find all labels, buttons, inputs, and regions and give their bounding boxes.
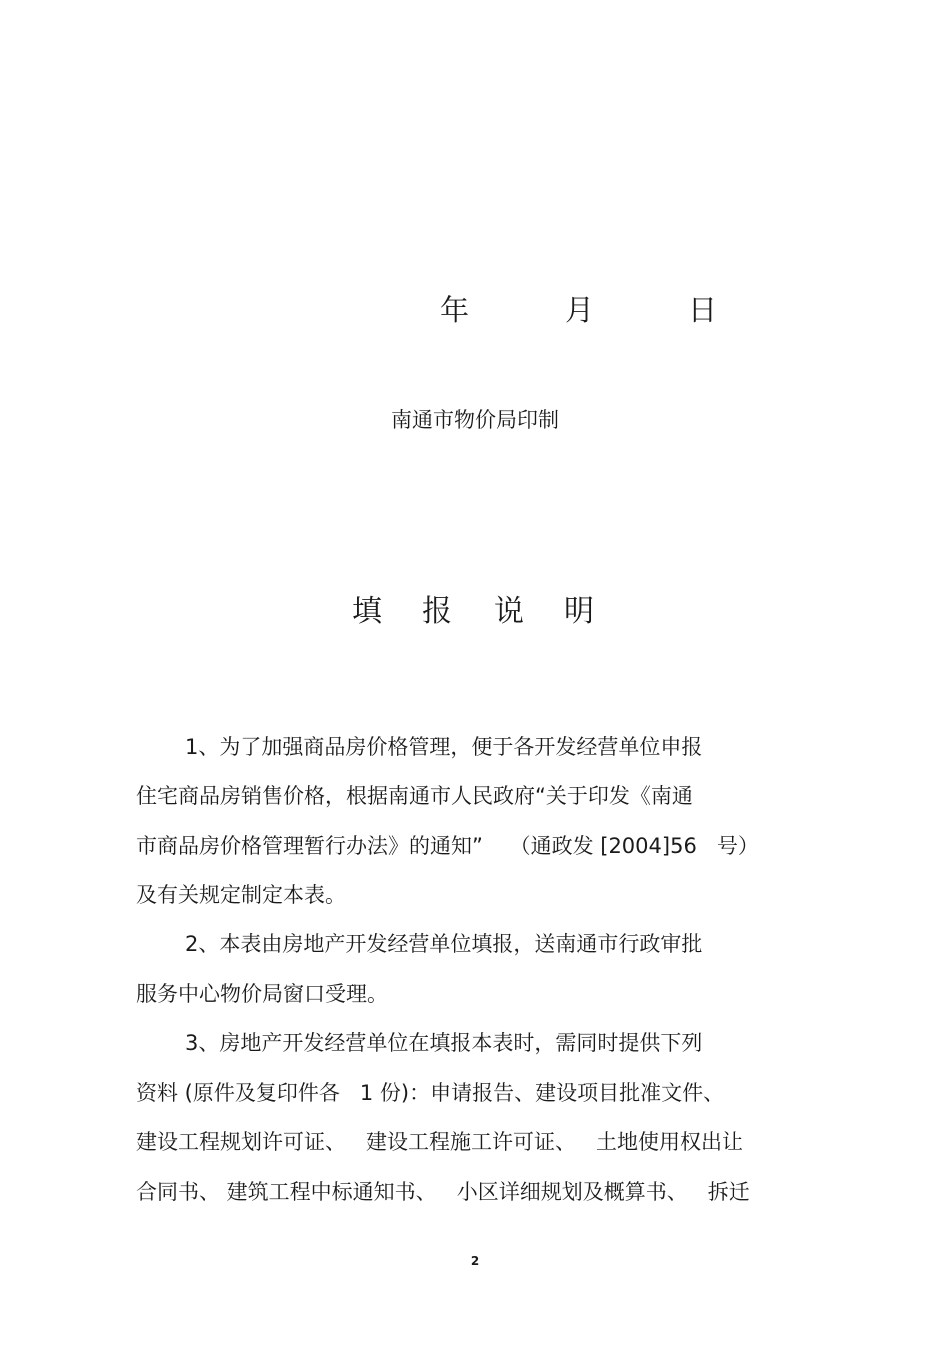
paragraph-line: 及有关规定制定本表。	[136, 883, 346, 907]
paragraph-line: 合同书、 建筑工程中标通知书、 小区详细规划及概算书、 拆迁	[136, 1180, 750, 1204]
heading-char: 说	[494, 594, 524, 629]
printer-credit: 南通市物价局印制	[391, 408, 559, 432]
paragraph-line: 3、房地产开发经营单位在填报本表时，需同时提供下列	[185, 1031, 703, 1055]
paragraph-line: 市商品房价格管理暂行办法》的通知” （通政发 [2004]56 号）	[136, 834, 759, 858]
paragraph-line: 住宅商品房销售价格，根据南通市人民政府“关于印发《南通	[136, 784, 693, 808]
date-month-label: 月	[565, 293, 595, 327]
page-number: 2	[470, 1254, 480, 1268]
heading-char: 填	[352, 594, 382, 629]
paragraph-line: 2、本表由房地产开发经营单位填报，送南通市行政审批	[185, 932, 703, 956]
heading-char: 明	[564, 594, 594, 629]
date-line	[0, 288, 950, 328]
paragraph-line: 资料 (原件及复印件各 1 份)：申请报告、建设项目批准文件、	[136, 1081, 725, 1105]
paragraph-line: 建设工程规划许可证、 建设工程施工许可证、 土地使用权出让	[136, 1130, 744, 1154]
date-year-label: 年	[440, 293, 470, 327]
date-day-label: 日	[688, 293, 718, 327]
heading-char: 报	[422, 594, 452, 629]
paragraph-line: 服务中心物价局窗口受理。	[136, 982, 388, 1006]
paragraph-line: 1、为了加强商品房价格管理，便于各开发经营单位申报	[185, 735, 703, 759]
